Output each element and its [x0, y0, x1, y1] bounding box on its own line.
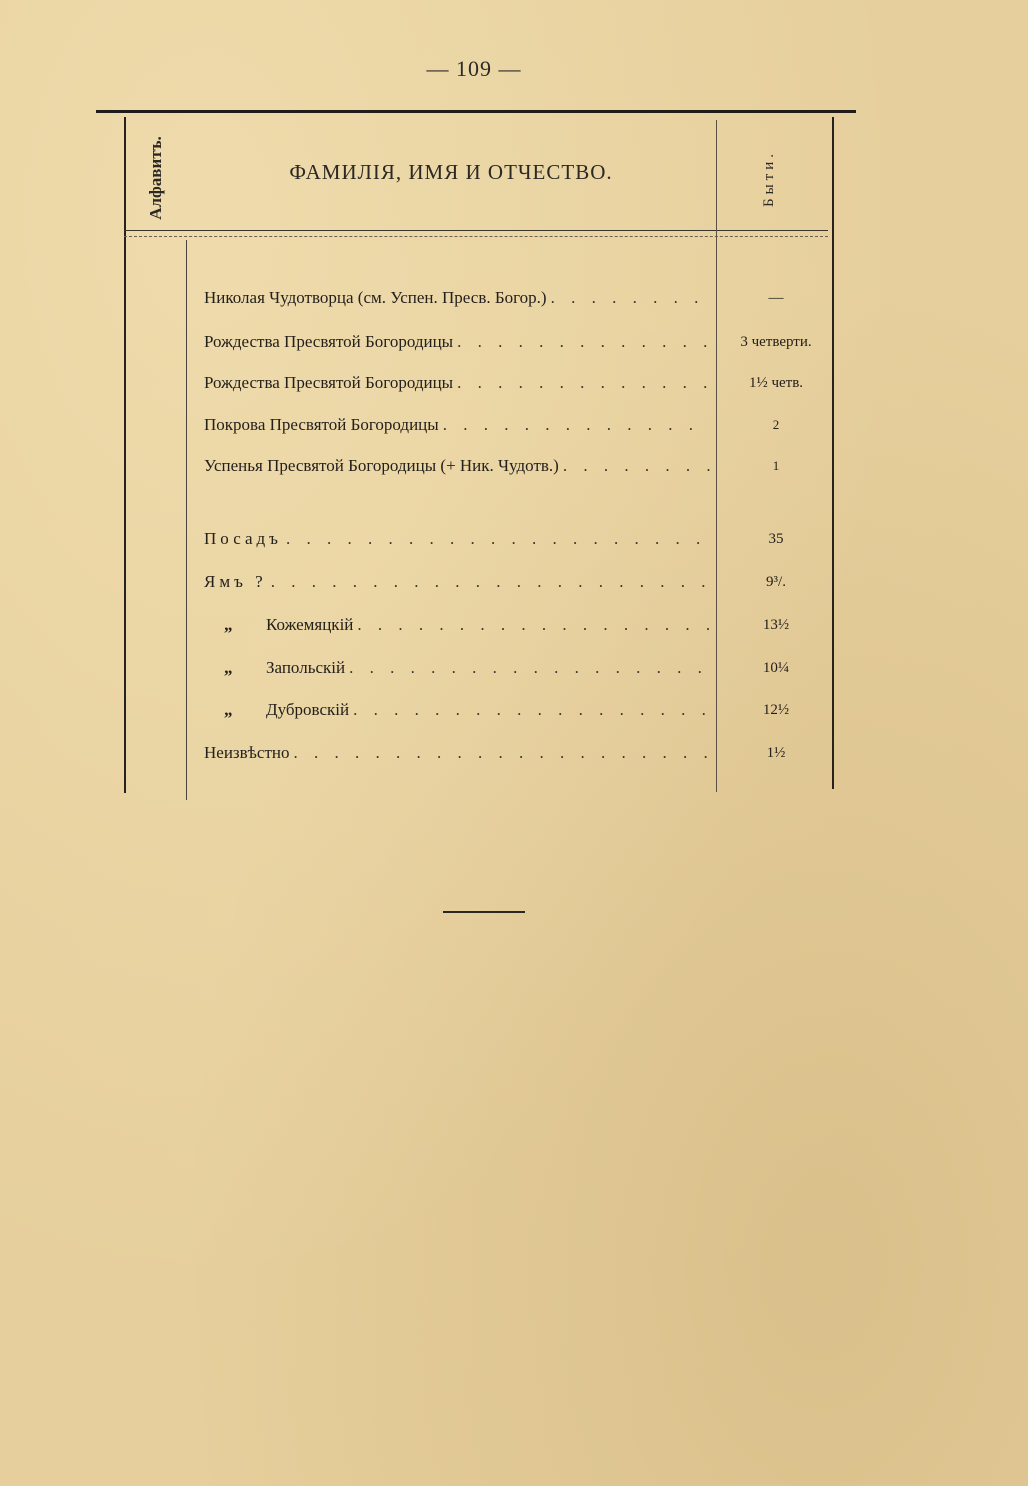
dot-leader	[457, 329, 710, 355]
table-row	[204, 697, 710, 723]
table-row	[204, 526, 710, 552]
ditto-mark: „	[224, 700, 233, 719]
dot-leader	[563, 453, 710, 479]
closing-rule	[443, 911, 525, 913]
row-value: 13½	[762, 617, 790, 633]
column-header-byt	[740, 128, 800, 228]
ditto-mark: „	[224, 658, 233, 677]
dot-leader	[353, 697, 710, 723]
row-label: Запольскій	[266, 658, 346, 677]
table-row	[204, 612, 710, 638]
dot-leader	[286, 526, 710, 552]
row-label: Посадъ	[204, 529, 282, 548]
table-row	[204, 329, 710, 355]
column-header-alphabet	[136, 128, 176, 228]
table-row	[204, 453, 710, 479]
row-value: 1	[772, 458, 780, 473]
column-header-alphabet-text: Алфавитъ.	[146, 136, 166, 220]
dot-leader	[349, 655, 710, 681]
row-label: Николая Чудотворца (см. Успен. Пресв. Богор.)	[204, 288, 547, 307]
dot-leader	[271, 569, 710, 595]
byt-column-divider	[716, 120, 717, 792]
table-row	[204, 412, 710, 438]
row-label: Дубровскій	[266, 700, 350, 719]
row-label: Неизвѣстно	[204, 743, 290, 762]
row-label: Успенья Пресвятой Богородицы (+ Ник. Чудотв.)	[204, 456, 559, 475]
column-header-name: ФАМИЛІЯ, ИМЯ И ОТЧЕСТВО.	[289, 160, 613, 184]
row-label: Ямъ ?	[204, 572, 267, 591]
row-value: 35	[768, 531, 784, 547]
row-value: 1½	[766, 745, 786, 761]
row-value: —	[768, 290, 784, 306]
row-label: Рождества Пресвятой Богородицы	[204, 373, 454, 392]
table-row	[204, 569, 710, 595]
table-row	[204, 370, 710, 396]
dot-leader	[293, 740, 710, 766]
dot-leader	[443, 412, 710, 438]
row-value: 10¼	[762, 660, 790, 676]
dot-leader	[551, 285, 710, 311]
dot-leader	[457, 370, 710, 396]
row-value: 2	[772, 417, 780, 432]
table-row	[204, 740, 710, 766]
table-row	[204, 655, 710, 681]
top-rule	[96, 110, 856, 113]
row-label: Кожемяцкій	[266, 615, 354, 634]
row-label: Рождества Пресвятой Богородицы	[204, 332, 454, 351]
row-value: 12½	[762, 702, 790, 718]
table-row	[204, 285, 710, 311]
alphabet-column-divider	[186, 240, 187, 800]
header-separator	[124, 230, 828, 231]
row-value: 3 четверти.	[740, 334, 812, 350]
dot-leader	[357, 612, 710, 638]
row-value: 1½ четв.	[748, 375, 804, 391]
row-value: 9³/.	[766, 574, 786, 590]
table-left-border	[124, 117, 126, 793]
column-header-byt-text: Быти.	[761, 149, 778, 207]
page-number: — 109 —	[426, 56, 522, 81]
ditto-mark: „	[224, 615, 233, 634]
row-label: Покрова Пресвятой Богородицы	[204, 415, 439, 434]
header-separator-dashed	[124, 236, 828, 237]
